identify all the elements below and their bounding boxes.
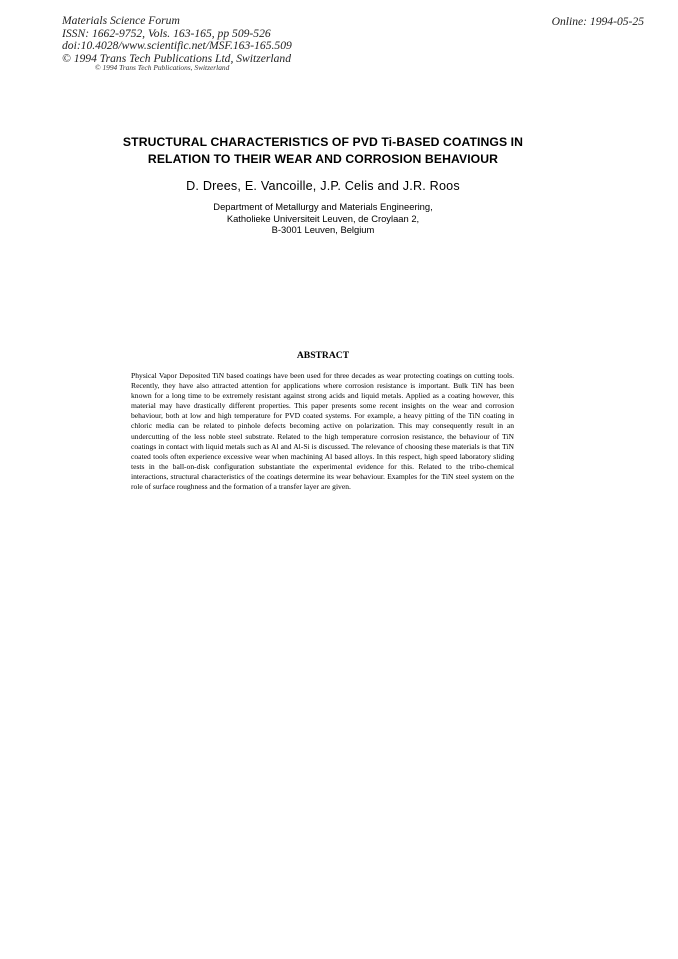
- title-line-1: STRUCTURAL CHARACTERISTICS OF PVD Ti-BASED COATINGS IN: [122, 135, 524, 149]
- affiliation-line: B-3001 Leuven, Belgium: [271, 224, 375, 236]
- online-date: Online: 1994-05-25: [551, 15, 644, 28]
- affiliation-line: Department of Metallurgy and Materials Engineering,: [213, 201, 433, 212]
- journal-name: Materials Science Forum: [62, 14, 180, 27]
- abstract-heading: ABSTRACT: [296, 350, 350, 361]
- affiliation-line: Katholieke Universiteit Leuven, de Croylaan 2,: [226, 212, 420, 224]
- authors: D. Drees, E. Vancoille, J.P. Celis and J.R. Roos: [186, 179, 460, 193]
- title-line-2: RELATION TO THEIR WEAR AND CORROSION BEHAVIOUR: [147, 151, 499, 166]
- affiliation: [0, 201, 646, 236]
- copyright-line: © 1994 Trans Tech Publications Ltd, Switzerland: [62, 51, 292, 65]
- abstract-body: Physical Vapor Deposited TiN based coatings have been used for three decades as wear protecting coatings on cutting tools. Recently, they have also attracted attention for applications where corrosion resistance is important. Bulk TiN has been known for a long time to be extremely resistant against strong acids and liquid metals. Applied as a coating however, this material may have drastically different properties. This paper presents some recent insights on the wear and corrosion behaviour, both at low and high temperature for PVD coated systems. For example, a heavy pitting of the TiN coating in chloric media can be related to pinhole defects becoming active on polarization. This may consequently result in an undercutting of the less noble steel substrate. Related to the high temperature corrosion resistance, the behaviour of TiN coatings in contact with liquid metals such as Al and Al-Si is discussed. The relevance of choosing these materials is that TiN coated tools often experience excessive wear when machining Al based alloys. In this respect, high speed laboratory sliding tests in the ball-on-disk configuration substantiate the experimental evidence for this. Related to the tribo-chemical interactions, structural characteristics of the coatings determine its wear behaviour. Examples for the TiN steel system on the role of surface roughness and the formation of a transfer layer are given.: [131, 371, 514, 492]
- journal-header: [62, 15, 292, 65]
- scanned-copyright: © 1994 Trans Tech Publications, Switzerland: [95, 63, 230, 72]
- doi-line: doi:10.4028/www.scientific.net/MSF.163-165.509: [62, 39, 292, 53]
- issn-line: ISSN: 1662-9752, Vols. 163-165, pp 509-526: [62, 26, 271, 40]
- paper-title: [0, 134, 646, 167]
